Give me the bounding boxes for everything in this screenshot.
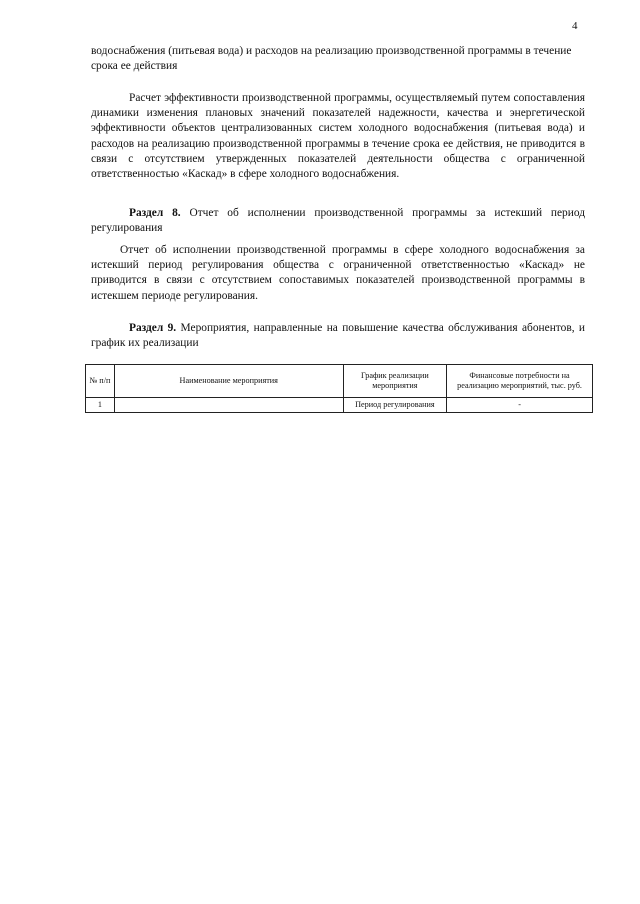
section-8-label: Раздел 8. xyxy=(129,207,181,219)
header-financial-needs: Финансовые потребности на реализацию мероприятий, тыс. руб. xyxy=(447,365,593,398)
section-8-title: Отчет об исполнении производственной программы за истекший период регулирования xyxy=(91,207,585,235)
page-number: 4 xyxy=(572,20,578,32)
table-header-row xyxy=(86,365,593,398)
section-9-heading xyxy=(91,321,585,351)
cell-schedule: Период регулирования xyxy=(343,398,446,413)
cell-financial-needs: - xyxy=(447,398,593,413)
header-measure-name: Наименование мероприятия xyxy=(114,365,343,398)
paragraph-continuation: водоснабжения (питьевая вода) и расходов на реализацию производственной программы в течение срока ее действия xyxy=(91,45,572,73)
section-9-title: Мероприятия, направленные на повышение качества обслуживания абонентов, и график их реализации xyxy=(91,322,586,350)
table-row xyxy=(86,398,593,413)
measures-table xyxy=(85,364,593,413)
cell-measure-name xyxy=(114,398,343,413)
header-number: № п/п xyxy=(86,365,115,398)
section-9-label: Раздел 9. xyxy=(129,322,177,334)
section-8-heading xyxy=(91,206,585,236)
cell-number: 1 xyxy=(86,398,115,413)
paragraph-efficiency: Расчет эффективности производственной программы, осуществляемый путем сопоставления динамики изменения плановых значений показателей надежности, качества и энергетической эффективности объектов централизованных систем холодного водоснабжения (питьевая вода) и расходов на реализацию производственной программы в течение срока ее действия, не приводится в связи с отсутствием утвержденных показателей деятельности общества с ограниченной ответственностью «Каскад» в сфере холодного водоснабжения. xyxy=(91,92,585,181)
header-schedule: График реализации мероприятия xyxy=(343,365,446,398)
paragraph-report: Отчет об исполнении производственной программы в сфере холодного водоснабжения за истекший период регулирования общества с ограниченной ответственностью «Каскад» не приводится в связи с отсутствием сопоставимых показателей производственной программы в истекшем периоде регулирования. xyxy=(91,244,585,302)
